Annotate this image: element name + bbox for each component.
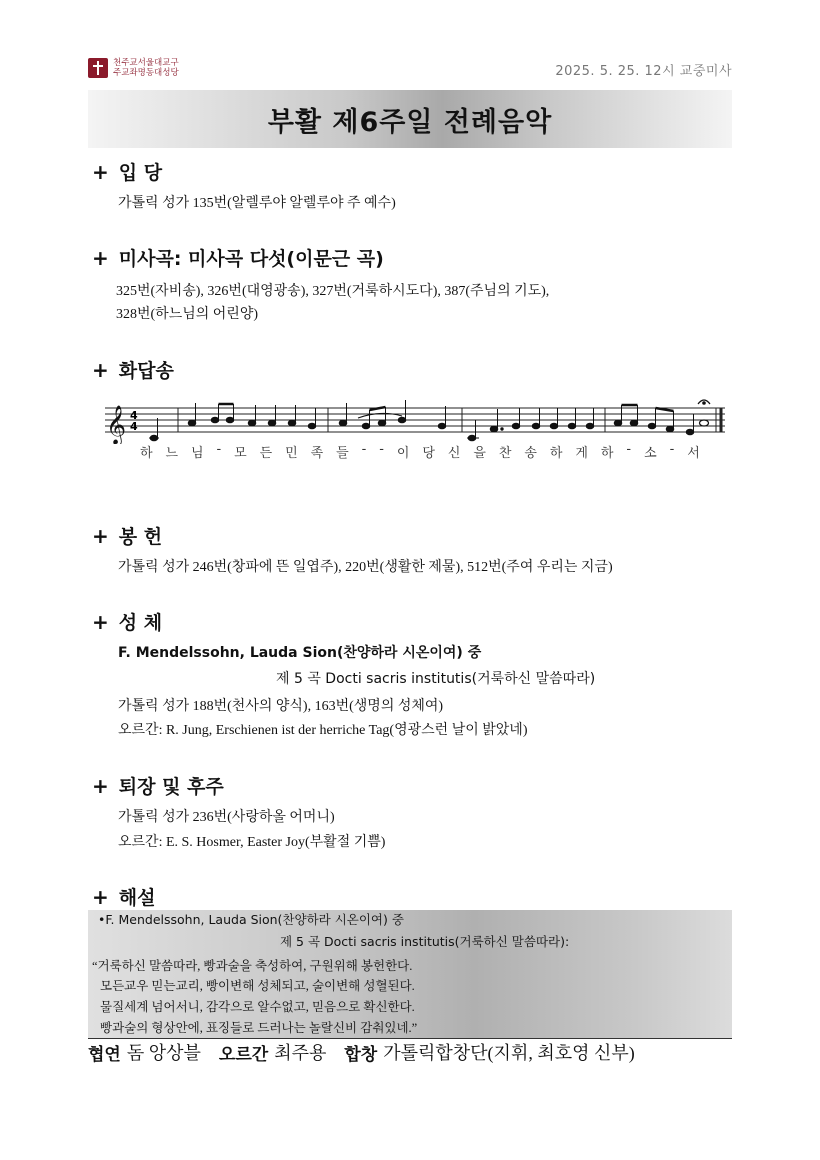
cross-plus-icon: + xyxy=(92,524,109,548)
lyric-syllable: 하 xyxy=(600,446,614,461)
cross-plus-icon: + xyxy=(92,160,109,184)
lyric-syllable: 서 xyxy=(687,446,700,461)
commentary-line-1: •F. Mendelssohn, Lauda Sion(찬양하라 시온이여) 중 xyxy=(98,912,404,927)
psalm-music-score xyxy=(100,392,730,444)
lyric-syllable: 모 xyxy=(234,446,247,461)
recessional-line-1: 가톨릭 성가 236번(사랑하올 어머니) xyxy=(118,810,335,825)
lyric-syllable: 느 xyxy=(165,446,179,461)
lyric-syllable: 송 xyxy=(524,446,537,461)
choir-value: 가톨릭합창단(지휘, 최호영 신부) xyxy=(383,1043,635,1063)
time-signature-top: 4 xyxy=(130,409,138,422)
commentary-line-2: 제 5 곡 Docti sacris institutis(거룩하신 말씀따라): xyxy=(280,934,570,949)
lyric-syllable: 게 xyxy=(575,446,588,461)
offertory-line: 가톨릭 성가 246번(창파에 뜬 일엽주), 220번(생활한 제물), 512번(주여 우리는 지금) xyxy=(118,560,613,575)
section-heading-entrance: + 입 당 xyxy=(92,160,163,184)
communion-work-line-1: F. Mendelssohn, Lauda Sion(찬양하라 시온이여) 중 xyxy=(118,645,482,661)
section-heading-psalm: + 화답송 xyxy=(92,358,174,382)
section-heading-commentary: + 해설 xyxy=(92,885,156,909)
mass-line-1: 325번(자비송), 326번(대영광송), 327번(거룩하시도다), 387(주님의 기도), xyxy=(116,284,550,299)
lyric-syllable: 들 xyxy=(336,446,349,461)
lyric-syllable: 소 xyxy=(644,446,657,461)
organ-value: 최주용 xyxy=(274,1043,327,1063)
lyric-syllable: 이 xyxy=(396,446,410,461)
lyric-syllable: 찬 xyxy=(498,446,512,461)
lyric-syllable: 하 xyxy=(549,446,563,461)
lyric-syllable: 하 xyxy=(140,446,153,461)
lyric-syllable: 신 xyxy=(447,446,461,461)
lyric-syllable: - xyxy=(361,442,367,457)
organ-label: 오르간 xyxy=(218,1044,269,1065)
cross-plus-icon: + xyxy=(92,358,109,382)
commentary-quote-2: 모든교우 믿는교리, 빵이변해 성체되고, 술이변해 성혈된다. xyxy=(100,979,415,993)
accompanist-label: 협연 xyxy=(88,1044,121,1065)
psalm-lyrics xyxy=(140,442,700,461)
treble-clef-icon: 𝄞 xyxy=(106,405,127,444)
cross-plus-icon: + xyxy=(92,610,109,634)
cross-plus-icon: + xyxy=(92,246,109,270)
lyric-syllable: - xyxy=(626,442,632,457)
performers-footer xyxy=(88,1038,732,1065)
communion-line-1: 가톨릭 성가 188번(천사의 양식), 163번(생명의 성체여) xyxy=(118,699,444,714)
section-heading-offertory: + 봉 헌 xyxy=(92,524,163,548)
lyric-syllable: 님 xyxy=(191,446,204,461)
title-banner xyxy=(88,90,732,148)
section-heading-recessional: + 퇴장 및 후주 xyxy=(92,774,224,798)
cross-plus-icon: + xyxy=(92,885,109,909)
lyric-syllable: 민 xyxy=(285,446,298,461)
lyric-syllable: 을 xyxy=(473,446,486,461)
logo-line-2: 주교좌명동대성당 xyxy=(113,68,179,78)
lyric-syllable: - xyxy=(669,442,675,457)
lyric-syllable: 족 xyxy=(310,446,324,461)
lyric-syllable: - xyxy=(379,442,384,457)
section-heading-communion: + 성 체 xyxy=(92,610,163,634)
recessional-line-2: 오르간: E. S. Hosmer, Easter Joy(부활절 기쁨) xyxy=(118,835,386,850)
choir-label: 합창 xyxy=(344,1044,378,1065)
commentary-box xyxy=(88,910,732,1038)
commentary-quote-3: 물질세계 넘어서니, 감각으로 알수없고, 믿음으로 확신한다. xyxy=(100,1000,415,1014)
accompanist-value: 돔 앙상블 xyxy=(126,1043,201,1063)
entrance-line: 가톨릭 성가 135번(알렐루야 알렐루야 주 예수) xyxy=(118,196,396,211)
lyric-syllable: 당 xyxy=(422,446,435,461)
communion-work-line-2: 제 5 곡 Docti sacris institutis(거룩하신 말씀따라) xyxy=(276,671,596,687)
cross-plus-icon: + xyxy=(92,774,109,798)
commentary-quote-1: “거룩하신 말씀따라, 빵과술을 축성하여, 구원위해 봉헌한다. xyxy=(92,959,413,973)
lyric-syllable: - xyxy=(216,442,222,457)
time-signature-bottom: 4 xyxy=(130,420,138,433)
communion-line-2: 오르간: R. Jung, Erschienen ist der herriche Tag(영광스런 날이 밝았네) xyxy=(118,723,528,738)
page-title: 부활 제6주일 전례음악 xyxy=(267,106,553,138)
logo-line-1: 천주교서울대교구 xyxy=(113,58,179,68)
mass-date: 2025. 5. 25. 12시 교중미사 xyxy=(555,64,732,79)
section-heading-mass: + 미사곡: 미사곡 다섯(이문근 곡) xyxy=(92,246,384,270)
commentary-quote-4: 빵과술의 형상안에, 표징들로 드러나는 놀랄신비 감춰있네.” xyxy=(100,1021,418,1035)
cathedral-cross-icon xyxy=(88,58,108,78)
lyric-syllable: 든 xyxy=(259,446,273,461)
mass-line-2: 328번(하느님의 어린양) xyxy=(116,307,259,322)
parish-logo xyxy=(88,58,179,78)
